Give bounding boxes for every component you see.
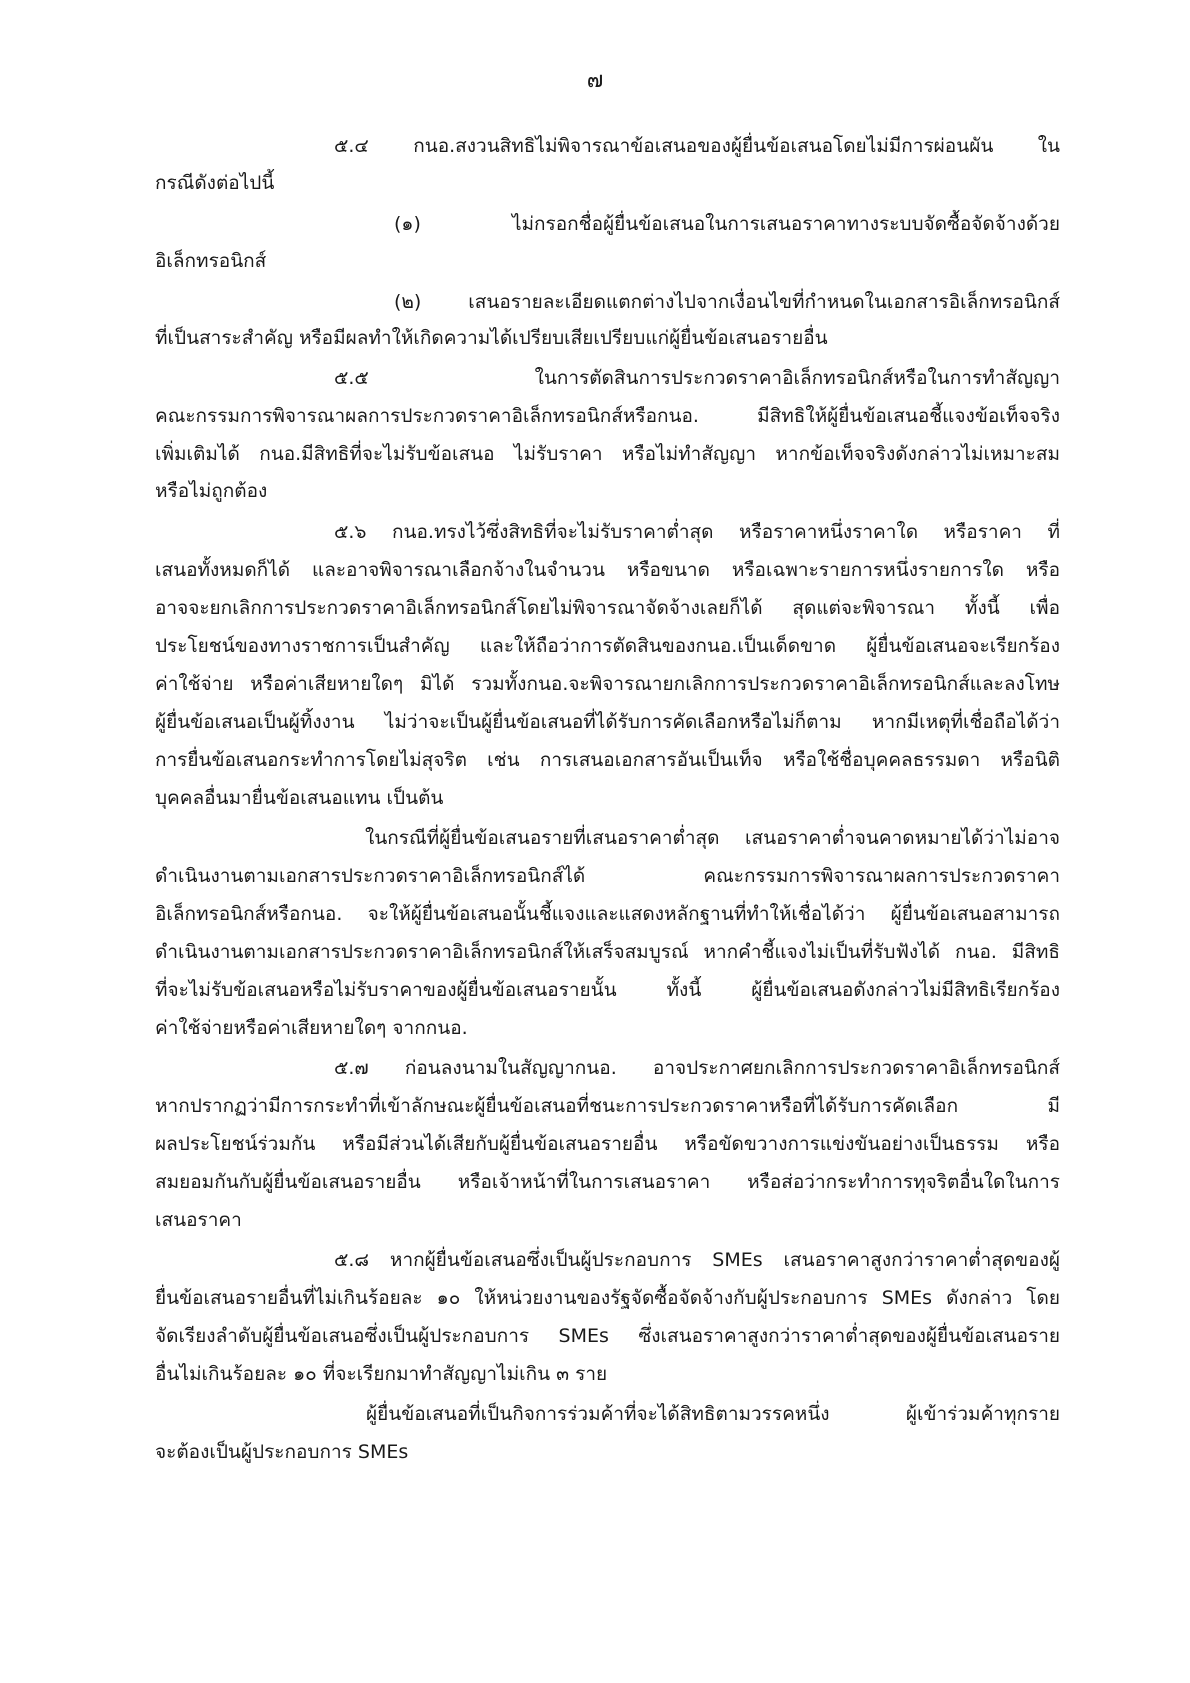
clause-5-5-line-2: คณะกรรมการพิจารณาผลการประกวดราคาอิเล็กทรอนิกส์หรือกนอ. มีสิทธิให้ผู้ยื่นข้อเสนอชี้แจงข้อเท็จจริง [155,405,1060,427]
item-1-line-2: อิเล็กทรอนิกส์ [155,250,267,272]
clause-5-7-line-5: เสนอราคา [155,1209,242,1231]
clause-5-6-line-2: เสนอทั้งหมดก็ได้ และอาจพิจารณาเลือกจ้างในจำนวน หรือขนาด หรือเฉพาะรายการหนึ่งรายการใด หรือ [155,559,1060,581]
clause-5-6-line-7: การยื่นข้อเสนอกระทำการโดยไม่สุจริต เช่น การเสนอเอกสารอันเป็นเท็จ หรือใช้ชื่อบุคคลธรรมดา หรือนิติ [155,749,1060,771]
clause-5-6-line-4: ประโยชน์ของทางราชการเป็นสำคัญ และให้ถือว่าการตัดสินของกนอ.เป็นเด็ดขาด ผู้ยื่นข้อเสนอจะเรียกร้อง [155,635,1060,657]
clause-5-6-line-1: ๕.๖ กนอ.ทรงไว้ซึ่งสิทธิที่จะไม่รับราคาต่ำสุด หรือราคาหนึ่งราคาใด หรือราคา ที่ [334,521,1060,543]
paragraph-lowest-price-line-3: อิเล็กทรอนิกส์หรือกนอ. จะให้ผู้ยื่นข้อเสนอนั้นชี้แจงและแสดงหลักฐานที่ทำให้เชื่อได้ว่า ผู้ยื่นข้อเสนอสามารถ [155,903,1060,925]
clause-5-8-line-1: ๕.๘ หากผู้ยื่นข้อเสนอซึ่งเป็นผู้ประกอบการ SMEs เสนอราคาสูงกว่าราคาต่ำสุดของผู้ [334,1249,1060,1271]
clause-5-7-line-1: ๕.๗ ก่อนลงนามในสัญญากนอ. อาจประกาศยกเลิกการประกวดราคาอิเล็กทรอนิกส์ [334,1057,1060,1079]
paragraph-lowest-price-line-4: ดำเนินงานตามเอกสารประกวดราคาอิเล็กทรอนิกส์ให้เสร็จสมบูรณ์ หากคำชี้แจงไม่เป็นที่รับฟังได้ กนอ. มีสิทธิ [155,941,1060,963]
clause-5-6-line-8: บุคคลอื่นมายื่นข้อเสนอแทน เป็นต้น [155,787,444,809]
paragraph-lowest-price-line-1: ในกรณีที่ผู้ยื่นข้อเสนอรายที่เสนอราคาต่ำสุด เสนอราคาต่ำจนคาดหมายได้ว่าไม่อาจ [365,827,1060,849]
clause-5-5-line-3: เพิ่มเติมได้ กนอ.มีสิทธิที่จะไม่รับข้อเสนอ ไม่รับราคา หรือไม่ทำสัญญา หากข้อเท็จจริงดังกล่าวไม่เหมาะสม [155,443,1060,465]
clause-5-4-line-2: กรณีดังต่อไปนี้ [155,172,275,194]
clause-5-6-line-6: ผู้ยื่นข้อเสนอเป็นผู้ทิ้งงาน ไม่ว่าจะเป็นผู้ยื่นข้อเสนอที่ได้รับการคัดเลือกหรือไม่ก็ตาม หากมีเหตุที่เชื่อถือได้ว่า [155,711,1060,733]
paragraph-lowest-price-line-5: ที่จะไม่รับข้อเสนอหรือไม่รับราคาของผู้ยื่นข้อเสนอรายนั้น ทั้งนี้ ผู้ยื่นข้อเสนอดังกล่าวไม่มีสิทธิเรียกร้อง [155,979,1060,1001]
clause-5-8-line-3: จัดเรียงลำดับผู้ยื่นข้อเสนอซึ่งเป็นผู้ประกอบการ SMEs ซึ่งเสนอราคาสูงกว่าราคาต่ำสุดของผู้ยื่นข้อเสนอราย [155,1325,1060,1347]
item-2-line-2: ที่เป็นสาระสำคัญ หรือมีผลทำให้เกิดความได้เปรียบเสียเปรียบแก่ผู้ยื่นข้อเสนอรายอื่น [155,327,828,349]
item-1-line-1: (๑) ไม่กรอกชื่อผู้ยื่นข้อเสนอในการเสนอราคาทางระบบจัดซื้อจัดจ้างด้วย [394,213,1060,235]
paragraph-joint-venture-line-2: จะต้องเป็นผู้ประกอบการ SMEs [155,1441,409,1463]
clause-5-7-line-3: ผลประโยชน์ร่วมกัน หรือมีส่วนได้เสียกับผู้ยื่นข้อเสนอรายอื่น หรือขัดขวางการแข่งขันอย่างเป็นธรรม หรือ [155,1133,1060,1155]
clause-5-8-line-2: ยื่นข้อเสนอรายอื่นที่ไม่เกินร้อยละ ๑๐ ให้หน่วยงานของรัฐจัดซื้อจัดจ้างกับผู้ประกอบการ SMEs ดังกล่าว โดย [155,1287,1060,1309]
clause-5-8-line-4: อื่นไม่เกินร้อยละ ๑๐ ที่จะเรียกมาทำสัญญาไม่เกิน ๓ ราย [155,1363,608,1385]
clause-5-5-line-1: ๕.๕ ในการตัดสินการประกวดราคาอิเล็กทรอนิกส์หรือในการทำสัญญา [334,367,1060,389]
clause-5-5-line-4: หรือไม่ถูกต้อง [155,480,268,502]
clause-5-7-line-4: สมยอมกันกับผู้ยื่นข้อเสนอรายอื่น หรือเจ้าหน้าที่ในการเสนอราคา หรือส่อว่ากระทำการทุจริตอื่นใดในการ [155,1171,1060,1193]
item-2-line-1: (๒) เสนอรายละเอียดแตกต่างไปจากเงื่อนไขที่กำหนดในเอกสารอิเล็กทรอนิกส์ [394,291,1060,313]
clause-5-6-line-5: ค่าใช้จ่าย หรือค่าเสียหายใดๆ มิได้ รวมทั้งกนอ.จะพิจารณายกเลิกการประกวดราคาอิเล็กทรอนิกส์และลงโทษ [155,673,1060,695]
clause-5-6-line-3: อาจจะยกเลิกการประกวดราคาอิเล็กทรอนิกส์โดยไม่พิจารณาจัดจ้างเลยก็ได้ สุดแต่จะพิจารณา ทั้งนี้ เพื่อ [155,597,1060,619]
paragraph-lowest-price-line-2: ดำเนินงานตามเอกสารประกวดราคาอิเล็กทรอนิกส์ได้ คณะกรรมการพิจารณาผลการประกวดราคา [155,865,1060,887]
paragraph-joint-venture-line-1: ผู้ยื่นข้อเสนอที่เป็นกิจการร่วมค้าที่จะได้สิทธิตามวรรคหนึ่ง ผู้เข้าร่วมค้าทุกราย [366,1403,1060,1425]
clause-5-7-line-2: หากปรากฏว่ามีการกระทำที่เข้าลักษณะผู้ยื่นข้อเสนอที่ชนะการประกวดราคาหรือที่ได้รับการคัดเลือก มี [155,1095,1060,1117]
paragraph-lowest-price-line-6: ค่าใช้จ่ายหรือค่าเสียหายใดๆ จากกนอ. [155,1017,468,1039]
page-number: ๗ [586,68,604,93]
clause-5-4-line-1: ๕.๔ กนอ.สงวนสิทธิไม่พิจารณาข้อเสนอของผู้ยื่นข้อเสนอโดยไม่มีการผ่อนผัน ใน [334,135,1060,157]
